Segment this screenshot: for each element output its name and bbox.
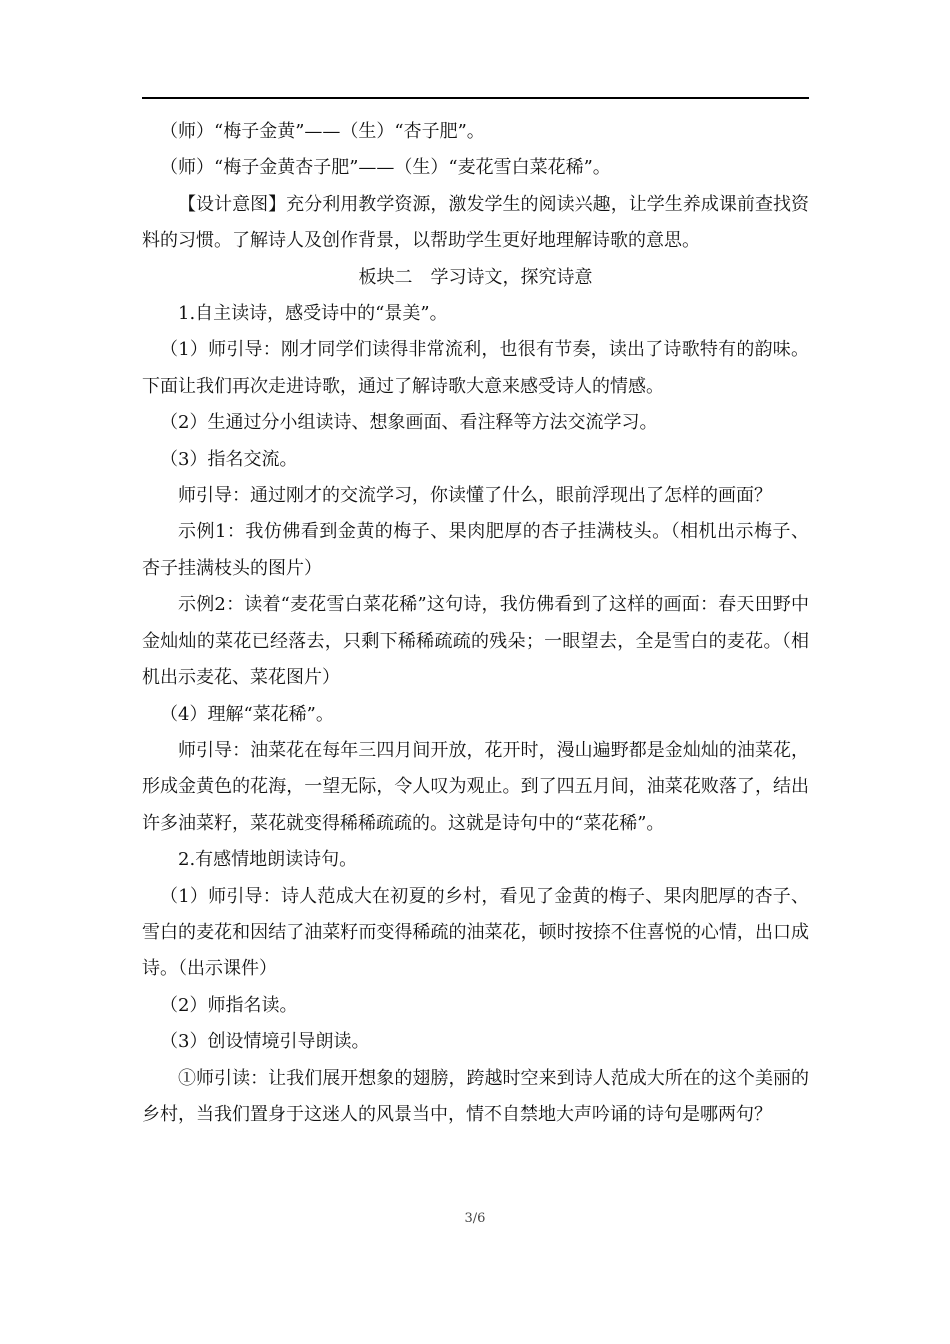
body-text bbox=[142, 114, 809, 1133]
paragraph-scenario: （3）创设情境引导朗读。 bbox=[160, 1031, 370, 1053]
design-intent-paragraph: 【设计意图】充分利用教学资源，激发学生的阅读兴趣，让学生养成课前查找资料的习惯。了解诗人及创作背景，以帮助学生更好地理解诗歌的意思。 bbox=[142, 193, 809, 252]
step-heading-1: 1.自主读诗，感受诗中的“景美”。 bbox=[178, 303, 448, 325]
paragraph-understand: （4）理解“菜花稀”。 bbox=[160, 703, 334, 725]
paragraph-poet: （1）师引导：诗人范成大在初夏的乡村，看见了金黄的梅子、果肉肥厚的杏子、雪白的麦花和因结了油菜籽而变得稀疏的油菜花，顿时按捺不住喜悦的心情，出口成诗。（出示课件） bbox=[142, 885, 809, 980]
paragraph-question: 师引导：通过刚才的交流学习，你读懂了什么，眼前浮现出了怎样的画面？ bbox=[178, 485, 772, 507]
paragraph-exchange: （3）指名交流。 bbox=[160, 448, 298, 470]
paragraph-example-1: 示例1：我仿佛看到金黄的梅子、果肉肥厚的杏子挂满枝头。（相机出示梅子、杏子挂满枝头的图片） bbox=[142, 521, 809, 579]
dialogue-line-2: （师）“梅子金黄杏子肥”——（生）“麦花雪白菜花稀”。 bbox=[160, 157, 611, 179]
paragraph-rapeseed: 师引导：油菜花在每年三四月间开放，花开时，漫山遍野都是金灿灿的油菜花，形成金黄色的花海，一望无际，令人叹为观止。到了四五月间，油菜花败落了，结出许多油菜籽，菜花就变得稀稀疏疏的。这就是诗句中的“菜花稀”。 bbox=[142, 739, 809, 834]
step-heading-2: 2.有感情地朗读诗句。 bbox=[178, 849, 358, 871]
paragraph-group-study: （2）生通过分小组读诗、想象画面、看注释等方法交流学习。 bbox=[160, 412, 658, 434]
paragraph-guided-reading: ①师引读：让我们展开想象的翅膀，跨越时空来到诗人范成大所在的这个美丽的乡村，当我们置身于这迷人的风景当中，情不自禁地大声吟诵的诗句是哪两句？ bbox=[142, 1067, 809, 1125]
paragraph-teacher-guide: （1）师引导：刚才同学们读得非常流利，也很有节奏，读出了诗歌特有的韵味。下面让我们再次走进诗歌，通过了解诗歌大意来感受诗人的情感。 bbox=[142, 339, 809, 397]
section-heading: 板块二 学习诗文，探究诗意 bbox=[358, 266, 593, 288]
header-rule bbox=[142, 97, 809, 99]
paragraph-read-aloud: （2）师指名读。 bbox=[160, 994, 298, 1016]
dialogue-line-1: （师）“梅子金黄”——（生）“杏子肥”。 bbox=[160, 121, 485, 142]
paragraph-example-2: 示例2：读着“麦花雪白菜花稀”这句诗，我仿佛看到了这样的画面：春天田野中金灿灿的菜花已经落去，只剩下稀稀疏疏的残朵；一眼望去，全是雪白的麦花。（相机出示麦花、菜花图片） bbox=[142, 594, 809, 689]
page-number: 3/6 bbox=[464, 1211, 486, 1226]
